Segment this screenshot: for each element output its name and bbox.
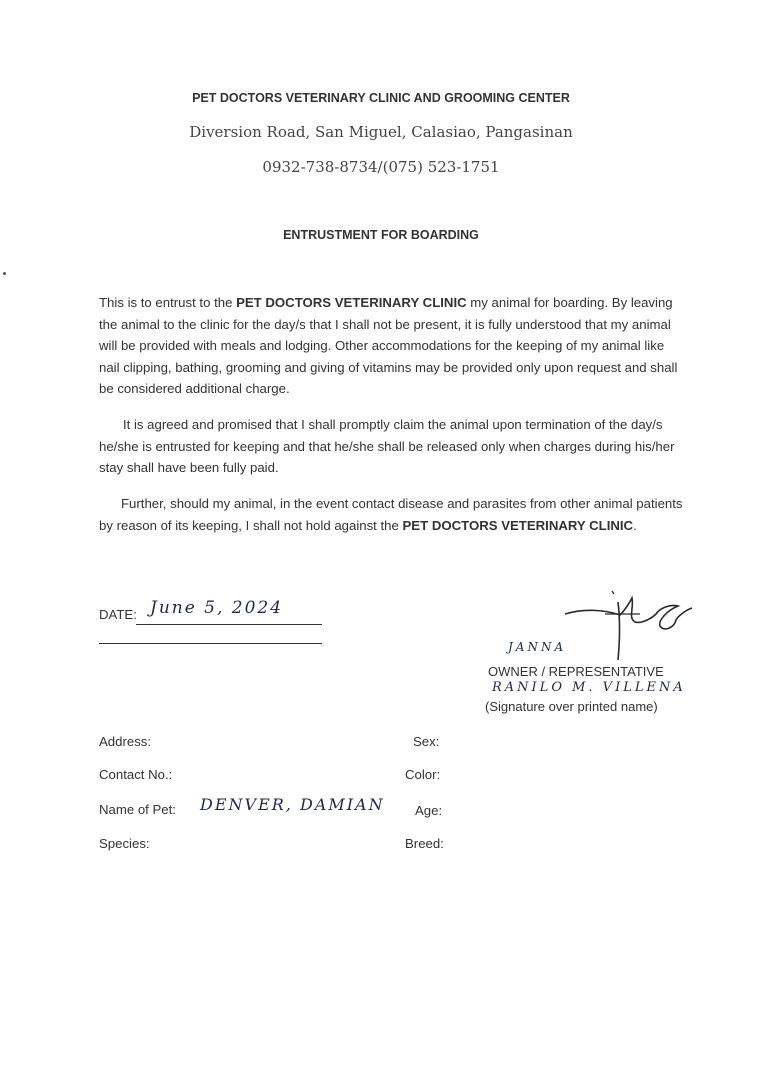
clinic-phones: 0932-738-8734/(075) 523-1751 [262, 158, 500, 176]
blank-line [99, 643, 322, 644]
paragraph-agreement: It is agreed and promised that I shall promptly claim the animal upon termination of the day/s he/she is entrusted for keeping and that he/she shall be released only when charges during his/her stay shall have been fully paid. [99, 417, 675, 475]
species-label: Species: [99, 836, 150, 851]
date-label: DATE: [99, 607, 137, 622]
clinic-name-bold: PET DOCTORS VETERINARY CLINIC [402, 517, 634, 533]
signature-printed-name: RANILO M. VILLENA [492, 680, 686, 695]
clinic-name: PET DOCTORS VETERINARY CLINIC AND GROOMING CENTER [192, 91, 570, 105]
pet-name-handwritten: DENVER, DAMIAN [200, 795, 385, 814]
paragraph-liability [99, 493, 684, 536]
signature-scribble [560, 588, 700, 663]
clinic-address: Diversion Road, San Miguel, Calasiao, Pangasinan [189, 123, 573, 141]
paragraph-text: . [633, 517, 637, 533]
signature-handwritten-first: JANNA [508, 640, 567, 654]
signature-role: OWNER / REPRESENTATIVE [488, 664, 664, 679]
scan-speck [3, 272, 6, 275]
address-label: Address: [99, 734, 152, 749]
paragraph-entrust [99, 292, 684, 400]
paragraph-text: my animal for boarding. By leaving the animal to the clinic for the day/s that I shall not be present, it is fully understood that my animal will be provided with meals and lodging. Other accommodations for the keeping of my animal like nail clipping, bathing, grooming and giving of vitamins may be provided only upon request and shall be considered additional charge. [99, 295, 678, 396]
document-title: ENTRUSTMENT FOR BOARDING [283, 228, 479, 242]
sex-label: Sex: [413, 734, 440, 749]
signature-caption: (Signature over printed name) [485, 699, 658, 714]
paragraph-text: This is to entrust to the [99, 295, 237, 310]
color-label: Color: [405, 767, 441, 782]
clinic-name-bold: PET DOCTORS VETERINARY CLINIC [236, 295, 467, 310]
date-handwritten: June 5, 2024 [150, 598, 284, 618]
paragraph-text: Further, should my animal, in the event contact disease and parasites from other animal patients by reason of its keeping, I shall not hold against the [99, 496, 683, 533]
breed-label: Breed: [405, 836, 444, 851]
age-label: Age: [415, 803, 443, 818]
date-line [136, 624, 322, 625]
pet-name-label: Name of Pet: [99, 802, 176, 817]
contact-label: Contact No.: [99, 767, 173, 782]
